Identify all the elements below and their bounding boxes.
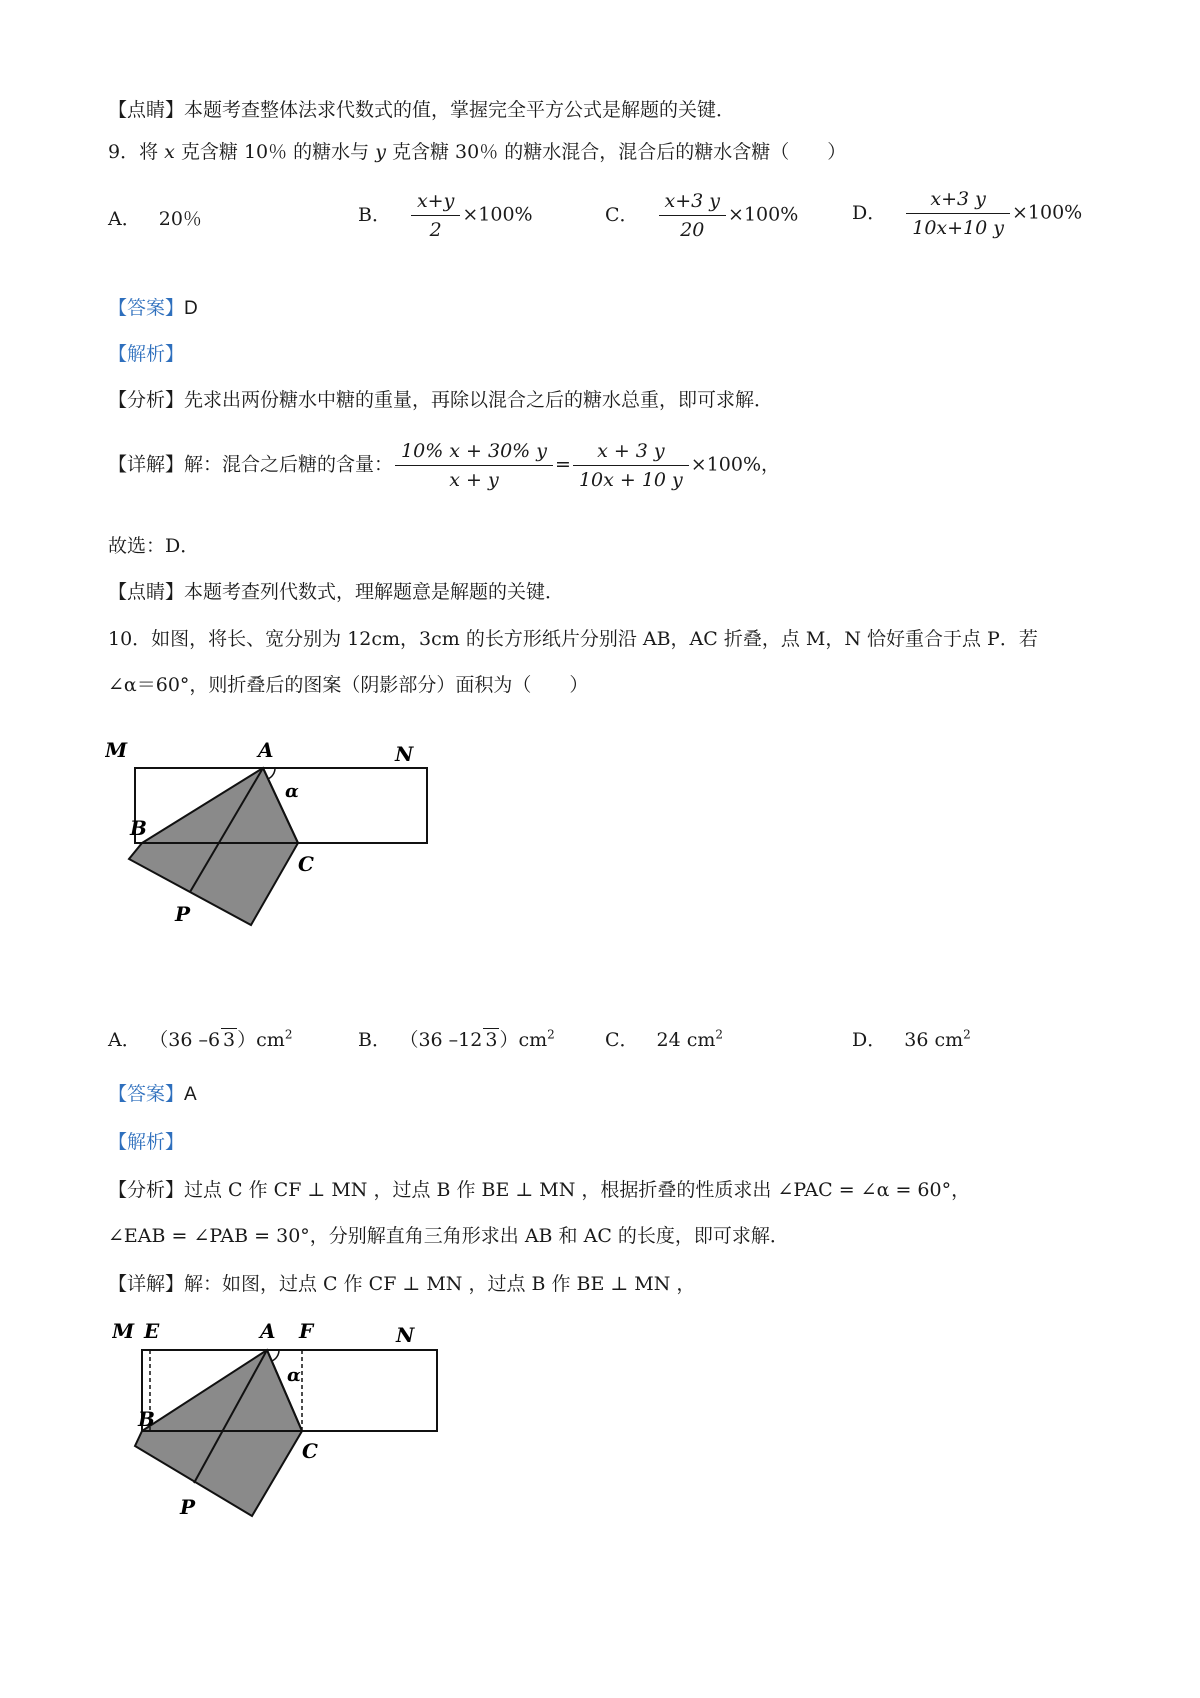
q10-option-d[interactable]: D． 36 $cm^2$: [852, 1027, 971, 1051]
label-m: M: [112, 1319, 135, 1343]
label-e: E: [144, 1319, 160, 1343]
label-n: N: [395, 742, 414, 766]
q9-jiexi: 【解析】: [108, 343, 185, 365]
q9-stem: 9．将 x 克含糖 10％ 的糖水与 y 克含糖 30％ 的糖水混合，混合后的糖水含糖（ ）: [108, 141, 847, 163]
q9-fenxi: 【分析】先求出两份糖水中糖的重量，再除以混合之后的糖水总重，即可求解．: [108, 389, 774, 411]
q9-dianjing: 【点睛】本题考查列代数式，理解题意是解题的关键．: [108, 581, 565, 603]
q10-figure-1: [105, 725, 465, 945]
q10-option-c[interactable]: C． 24 $cm^2$: [605, 1027, 724, 1051]
q9-xiangjie: 【详解】解：混合之后糖的含量： $\frac{10\% x + 30\% y}{x + y}$ = $\frac{x + 3 y}{10x + 10 y}$ ×100%，: [108, 440, 781, 491]
label-a: A: [260, 1319, 276, 1343]
q10-jiexi: 【解析】: [108, 1131, 185, 1153]
label-b: B: [138, 1407, 155, 1431]
q10-figure-2: [112, 1308, 472, 1523]
q10-stem-line1: 10．如图，将长、宽分别为 12cm，3cm 的长方形纸片分别沿 AB，AC 折叠，点 M，N 恰好重合于点 P．若: [108, 628, 1038, 650]
label-c: C: [298, 852, 314, 876]
q9-option-d[interactable]: D． $\frac{x+3 y}{10x+10 y}$ ×100%: [852, 188, 1083, 239]
q10-stem-line2: ∠α＝60°，则折叠后的图案（阴影部分）面积为（ ）: [108, 674, 589, 696]
alpha-arc: [268, 768, 275, 779]
label-a: A: [258, 738, 274, 762]
q9-answer: 【答案】D: [108, 297, 198, 319]
q9-option-c[interactable]: C． $\frac{x+3 y}{20}$ ×100%: [605, 190, 799, 241]
label-n: N: [396, 1323, 415, 1347]
label-p: P: [175, 902, 191, 926]
label-c: C: [302, 1439, 318, 1463]
q9-option-a[interactable]: A． 20％: [108, 208, 202, 230]
q10-fenxi-line1: 【分析】过点 C 作 CF ⊥ MN ，过点 B 作 BE ⊥ MN ，根据折叠的性质求出 ∠PAC = ∠α = 60°，: [108, 1179, 971, 1201]
q10-option-b[interactable]: B． （36 –12 3 ）$cm^2$: [358, 1027, 555, 1051]
label-alpha: α: [287, 1365, 301, 1386]
label-b: B: [130, 816, 147, 840]
shaded-fold-region: [129, 768, 298, 925]
q10-xiangjie: 【详解】解：如图，过点 C 作 CF ⊥ MN ，过点 B 作 BE ⊥ MN ，: [108, 1273, 696, 1295]
label-alpha: α: [285, 781, 299, 802]
q9-option-b[interactable]: B． $\frac{x+y}{2}$ ×100%: [358, 190, 533, 241]
q10-option-a[interactable]: A． （36 –6 3 ）$cm^2$: [108, 1027, 293, 1051]
label-p: P: [180, 1495, 196, 1519]
q10-fenxi-line2: ∠EAB = ∠PAB = 30°，分别解直角三角形求出 AB 和 AC 的长度，即可求解．: [108, 1225, 789, 1247]
q10-answer: 【答案】A: [108, 1083, 197, 1105]
label-f: F: [299, 1319, 314, 1343]
label-m: M: [105, 738, 128, 762]
alpha-arc: [272, 1350, 279, 1361]
q8-dianjing: 【点睛】本题考查整体法求代数式的值，掌握完全平方公式是解题的关键．: [108, 99, 736, 121]
q9-guxuan: 故选：D．: [108, 535, 200, 557]
